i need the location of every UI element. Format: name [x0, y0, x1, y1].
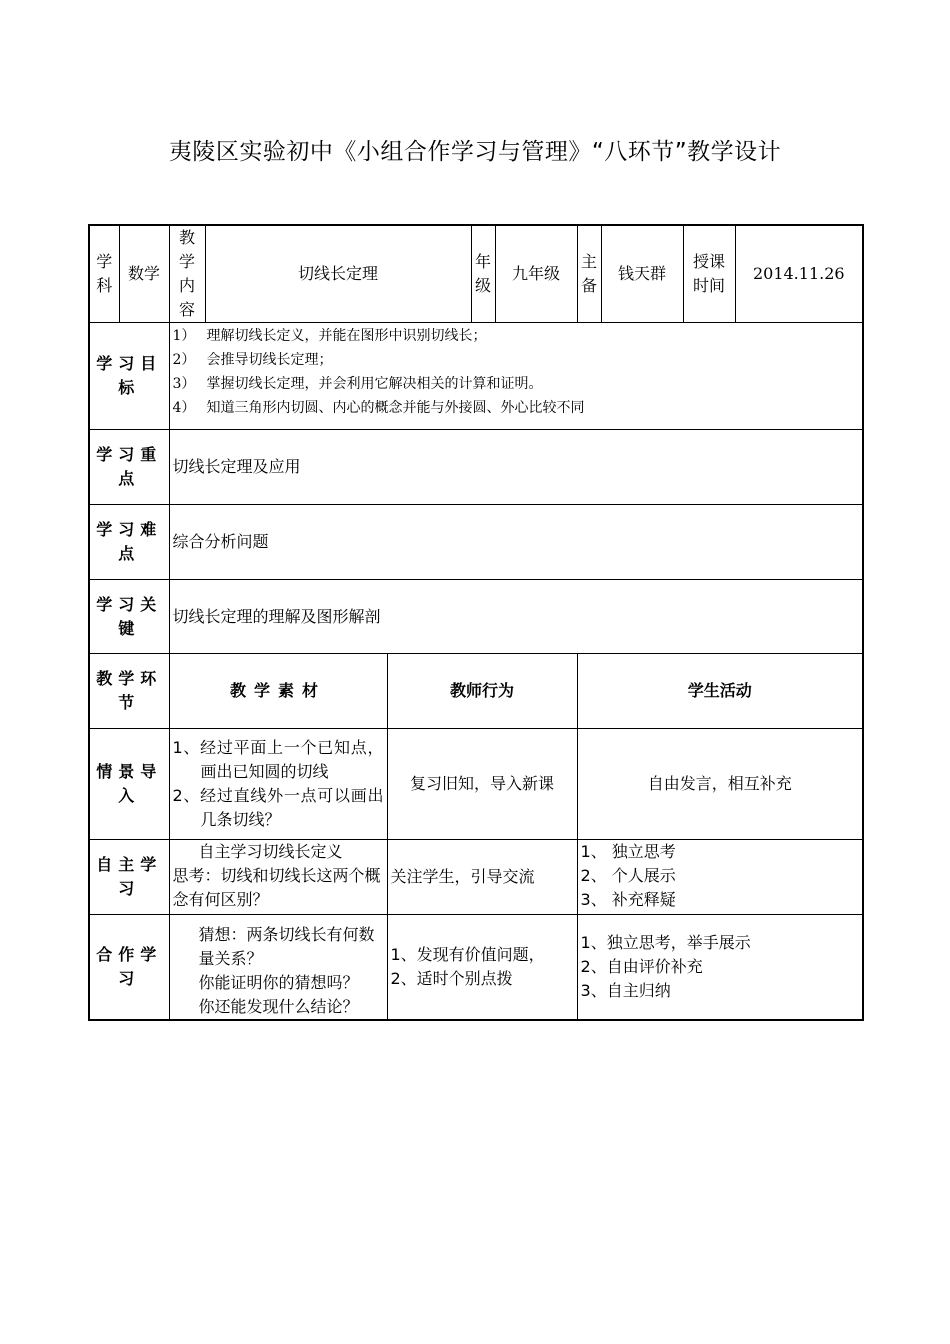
goal-item: 2） 会推导切线长定理；	[172, 352, 333, 368]
goals-row	[89, 323, 863, 430]
key-row	[89, 580, 863, 654]
stage-label: 合作学习	[89, 915, 169, 1021]
lead-value: 钱天群	[601, 225, 683, 323]
goal-item: 4） 知道三角形内切圆、内心的概念并能与外接圆、外心比较不同	[172, 400, 585, 416]
stage-row	[89, 840, 863, 915]
time-value: 2014.11.26	[735, 225, 863, 323]
subject-value: 数学	[119, 225, 169, 323]
difficulty-row	[89, 505, 863, 580]
stage-label: 自主学习	[89, 840, 169, 915]
stage-student: 自由发言，相互补充	[577, 729, 863, 840]
goal-item: 3） 掌握切线长定理，并会利用它解决相关的计算和证明。	[172, 376, 543, 392]
grade-value: 九年级	[495, 225, 577, 323]
stage-teacher: 复习旧知，导入新课	[387, 729, 577, 840]
stage-teacher: 关注学生，引导交流	[387, 840, 577, 915]
goals-content	[169, 323, 863, 430]
focus-row	[89, 430, 863, 505]
page-title: 夷陵区实验初中《小组合作学习与管理》“八环节”教学设计	[168, 139, 782, 165]
lesson-plan-table	[88, 224, 864, 1021]
stage-teacher: 1、发现有价值问题， 2、适时个别点拨	[387, 915, 577, 1021]
stages-label: 教学环节	[89, 654, 169, 729]
focus-text: 切线长定理及应用	[169, 430, 863, 505]
goals-label: 学习目标	[89, 323, 169, 430]
material-header: 教学素材	[169, 654, 387, 729]
stage-student: 1、独立思考，举手展示 2、自由评价补充 3、自主归纳	[577, 915, 863, 1021]
key-label: 学习关键	[89, 580, 169, 654]
stage-student: 1、 独立思考 2、 个人展示 3、 补充释疑	[577, 840, 863, 915]
header-row	[89, 225, 863, 323]
difficulty-text: 综合分析问题	[169, 505, 863, 580]
time-label: 授课时间	[683, 225, 735, 323]
stage-material: 自主学习切线长定义 思考：切线和切线长这两个概念有何区别？	[169, 840, 387, 915]
content-label: 教学内容	[169, 225, 205, 323]
teacher-header: 教师行为	[387, 654, 577, 729]
key-text: 切线长定理的理解及图形解剖	[169, 580, 863, 654]
stages-header-row	[89, 654, 863, 729]
stage-material: 1、经过平面上一个已知点，画出已知圆的切线 2、经过直线外一点可以画出几条切线？	[169, 729, 387, 840]
stage-row	[89, 915, 863, 1021]
grade-label: 年级	[471, 225, 495, 323]
stage-material: 猜想：两条切线长有何数量关系？ 你能证明你的猜想吗？ 你还能发现什么结论？	[169, 915, 387, 1021]
subject-label: 学科	[89, 225, 119, 323]
goal-item: 1） 理解切线长定义，并能在图形中识别切线长；	[172, 328, 487, 344]
difficulty-label: 学习难点	[89, 505, 169, 580]
stage-label: 情景导入	[89, 729, 169, 840]
focus-label: 学习重点	[89, 430, 169, 505]
lead-label: 主备	[577, 225, 601, 323]
student-header: 学生活动	[577, 654, 863, 729]
content-value: 切线长定理	[205, 225, 471, 323]
stage-row	[89, 729, 863, 840]
